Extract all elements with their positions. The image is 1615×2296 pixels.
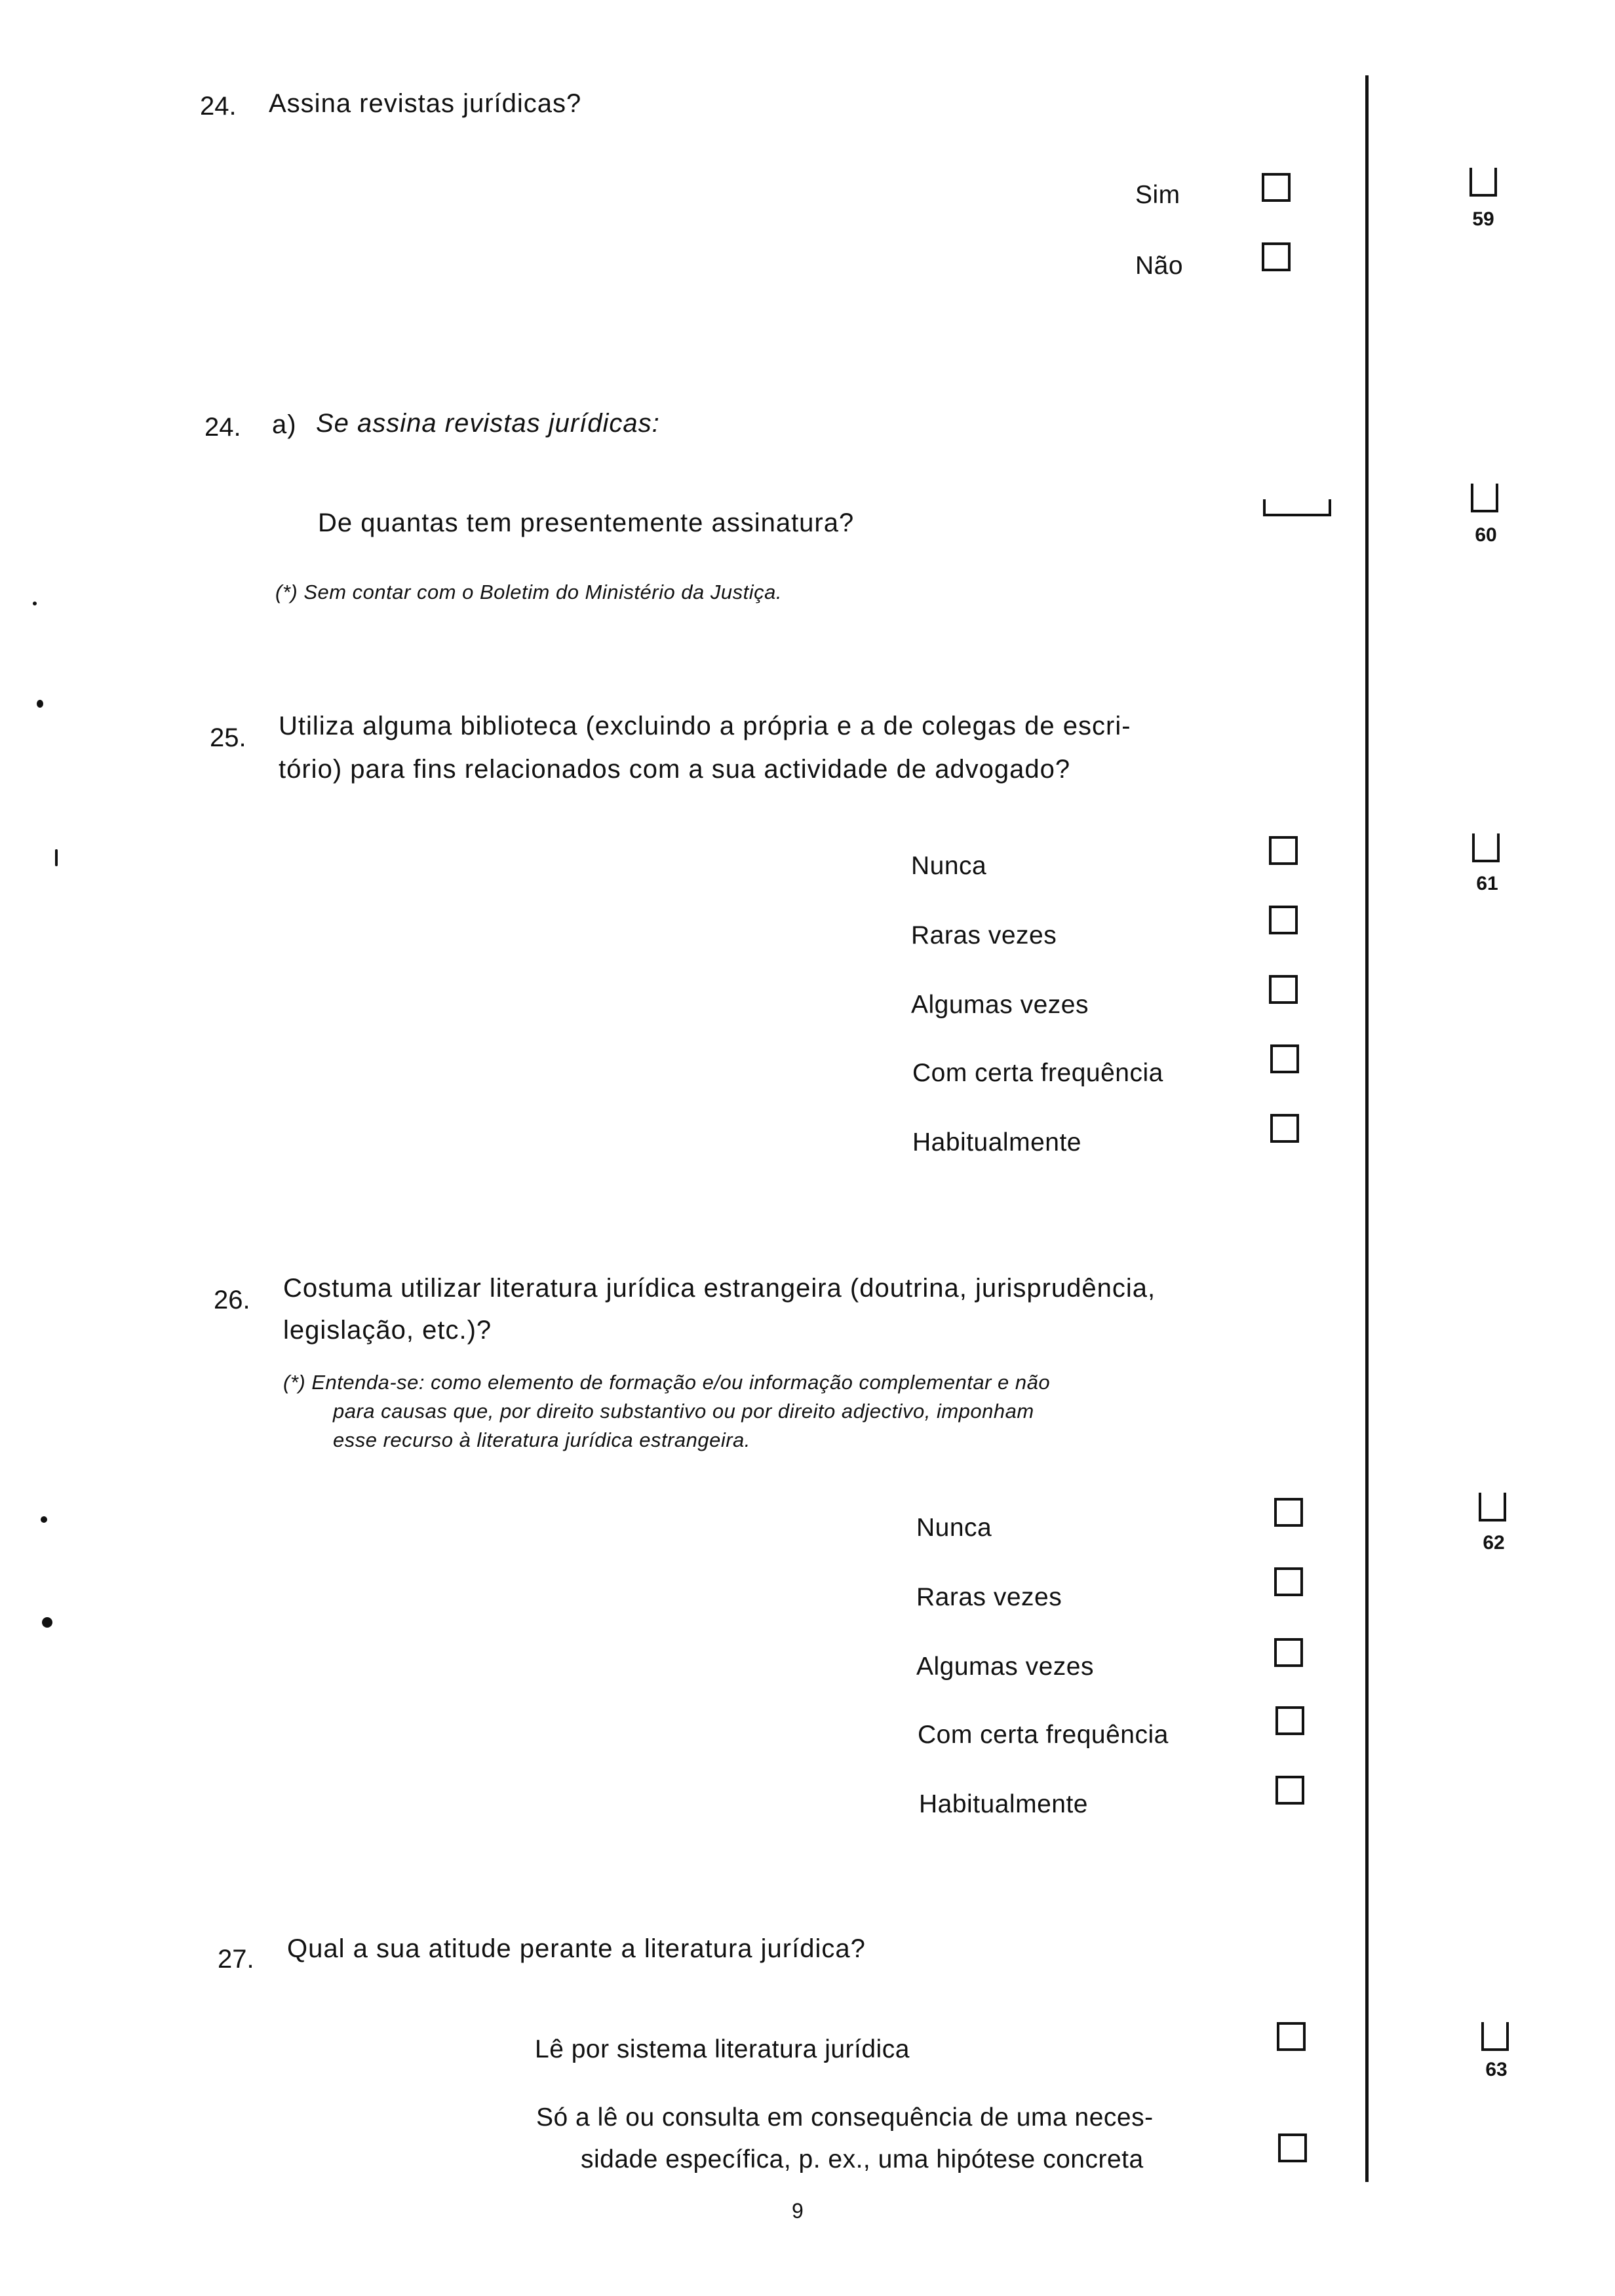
- q27-especifica-checkbox[interactable]: [1278, 2133, 1307, 2162]
- q27-option-especifica-line1: Só a lê ou consulta em consequência de uma neces-: [536, 2103, 1154, 2132]
- q24a-code-number: 60: [1475, 524, 1497, 546]
- scan-speck: [55, 849, 58, 866]
- q26-habitualmente-checkbox[interactable]: [1275, 1776, 1304, 1805]
- q24-number: 24.: [200, 92, 237, 121]
- scan-speck: [33, 602, 37, 605]
- q26-note-line1: (*) Entenda-se: como elemento de formação e/ou informação complementar e não: [283, 1371, 1051, 1394]
- q26-frequencia-checkbox[interactable]: [1275, 1706, 1304, 1735]
- q26-code-box: [1479, 1493, 1506, 1521]
- q25-algumas-checkbox[interactable]: [1269, 975, 1298, 1004]
- q26-option-algumas: Algumas vezes: [916, 1653, 1094, 1681]
- q27-code-box: [1481, 2022, 1509, 2051]
- q26-note-line2: para causas que, por direito substantivo ou por direito adjectivo, imponham: [333, 1400, 1034, 1423]
- q26-raras-checkbox[interactable]: [1274, 1567, 1303, 1596]
- q24a-text: Se assina revistas jurídicas:: [316, 409, 660, 438]
- q24a-note: (*) Sem contar com o Boletim do Ministério da Justiça.: [275, 581, 782, 603]
- q27-number: 27.: [218, 1945, 254, 1974]
- q24a-answer-field[interactable]: [1263, 499, 1331, 516]
- q25-option-habitualmente: Habitualmente: [912, 1128, 1081, 1157]
- q27-option-sistema: Lê por sistema literatura jurídica: [535, 2035, 910, 2063]
- q26-algumas-checkbox[interactable]: [1274, 1638, 1303, 1667]
- page-number: 9: [792, 2199, 804, 2223]
- q24-text: Assina revistas jurídicas?: [269, 89, 582, 118]
- q24-code-number: 59: [1472, 208, 1494, 230]
- q26-line2: legislação, etc.)?: [283, 1316, 492, 1345]
- scan-speck: [41, 1516, 47, 1523]
- q27-text: Qual a sua atitude perante a literatura jurídica?: [287, 1934, 866, 1963]
- q24a-prefix: a): [272, 410, 297, 439]
- q25-raras-checkbox[interactable]: [1269, 906, 1298, 934]
- q25-line1: Utiliza alguma biblioteca (excluindo a própria e a de colegas de escri-: [279, 712, 1131, 740]
- q25-line2: tório) para fins relacionados com a sua actividade de advogado?: [279, 755, 1071, 784]
- q26-option-nunca: Nunca: [916, 1514, 992, 1542]
- q25-number: 25.: [210, 723, 246, 752]
- q24-sim-checkbox[interactable]: [1262, 173, 1291, 202]
- q25-option-algumas: Algumas vezes: [911, 991, 1089, 1019]
- q24-code-box: [1469, 168, 1497, 197]
- q24-option-sim: Sim: [1135, 181, 1180, 209]
- q24a-question: De quantas tem presentemente assinatura?: [318, 508, 855, 537]
- q25-habitualmente-checkbox[interactable]: [1270, 1114, 1299, 1143]
- q27-sistema-checkbox[interactable]: [1277, 2022, 1306, 2051]
- q25-code-number: 61: [1476, 873, 1498, 894]
- q25-option-nunca: Nunca: [911, 852, 987, 880]
- q25-option-raras: Raras vezes: [911, 921, 1057, 949]
- q25-code-box: [1472, 833, 1500, 862]
- scan-speck: [42, 1617, 52, 1628]
- q24a-code-box: [1471, 484, 1498, 512]
- q26-number: 26.: [214, 1286, 250, 1314]
- scan-speck: [37, 700, 43, 708]
- q26-option-raras: Raras vezes: [916, 1583, 1062, 1611]
- q26-nunca-checkbox[interactable]: [1274, 1498, 1303, 1527]
- q26-code-number: 62: [1483, 1532, 1505, 1554]
- column-divider: [1365, 75, 1369, 2182]
- q26-option-frequencia: Com certa frequência: [918, 1721, 1169, 1749]
- q24a-number: 24.: [204, 413, 241, 442]
- q24-nao-checkbox[interactable]: [1262, 242, 1291, 271]
- q27-code-number: 63: [1485, 2059, 1508, 2080]
- q26-option-habitualmente: Habitualmente: [919, 1790, 1088, 1818]
- q24-option-nao: Não: [1135, 252, 1184, 280]
- q25-option-frequencia: Com certa frequência: [912, 1059, 1163, 1087]
- q26-line1: Costuma utilizar literatura jurídica estrangeira (doutrina, jurisprudência,: [283, 1274, 1156, 1303]
- q25-frequencia-checkbox[interactable]: [1270, 1044, 1299, 1073]
- q26-note-line3: esse recurso à literatura jurídica estrangeira.: [333, 1428, 750, 1451]
- q27-option-especifica-line2: sidade específica, p. ex., uma hipótese concreta: [581, 2145, 1144, 2173]
- q25-nunca-checkbox[interactable]: [1269, 836, 1298, 865]
